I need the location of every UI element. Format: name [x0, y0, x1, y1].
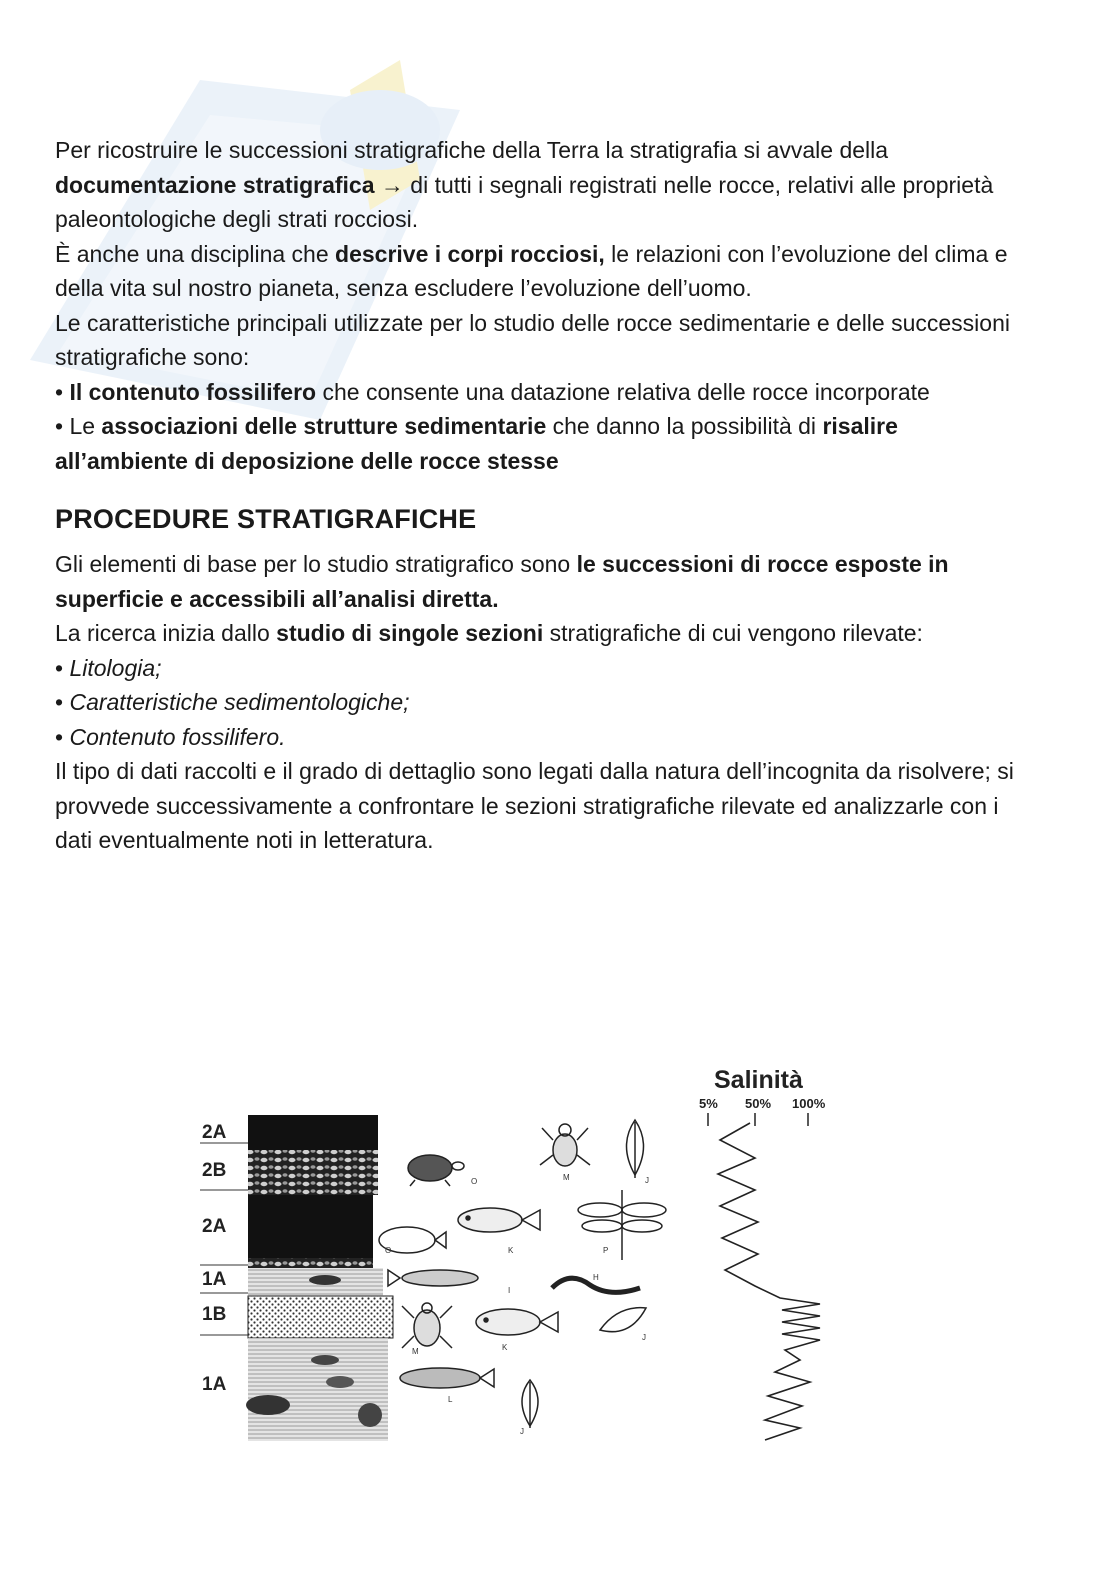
leaf-fossil	[627, 1120, 644, 1178]
fossil-letter: J	[645, 1176, 649, 1185]
turtle-fossil	[408, 1155, 464, 1186]
bullet-sedimentary-structures: • Le associazioni delle strutture sedimentarie che danno la possibilità di risalire all’ambiente di deposizione delle rocce stesse	[55, 413, 898, 474]
salinity-tick-label: 50%	[745, 1096, 772, 1111]
bullet-fossil-content: • Il contenuto fossilifero che consente una datazione relativa delle rocce incorporate	[55, 378, 930, 405]
fossil-letters	[385, 1173, 649, 1436]
fossil-drawings	[379, 1120, 666, 1428]
salinity-title: Salinità	[714, 1066, 803, 1094]
fossil-letter: J	[520, 1427, 524, 1436]
salinity-tick-label: 100%	[792, 1096, 826, 1111]
paragraph-basic-elements: Gli elementi di base per lo studio stratigrafico sono le successioni di rocce esposte in superficie e accessibili all’analisi diretta.	[55, 551, 949, 612]
salinity-tick-label: 5%	[699, 1096, 718, 1111]
layer-label: 2A	[202, 1216, 227, 1237]
fish-fossil	[476, 1309, 558, 1335]
paragraph-characteristics: Le caratteristiche principali utilizzate per lo studio delle rocce sedimentarie e delle successioni stratigrafiche sono:	[55, 309, 1010, 370]
stratigraphic-column	[246, 1115, 393, 1441]
salinity-graph	[699, 1066, 826, 1440]
list-item: • Contenuto fossilifero.	[55, 723, 286, 750]
fossil-letter: H	[593, 1273, 599, 1282]
document-body	[55, 133, 1035, 858]
fossil-letter: K	[508, 1246, 514, 1255]
fossil-letter: M	[563, 1173, 570, 1182]
fossil-letter: M	[412, 1347, 419, 1356]
fossil-letter: P	[603, 1246, 609, 1255]
fish-fossil	[388, 1270, 478, 1286]
insect-fossil	[540, 1124, 590, 1166]
paragraph-intro: Per ricostruire le successioni stratigrafiche della Terra la stratigrafia si avvale della documentazione stratigrafica → di tutti i segnali registrati nelle rocce, relativi alle proprietà paleontologiche degli strati rocciosi.	[55, 137, 994, 232]
water-insect-fossil	[402, 1303, 452, 1348]
layer-label: 1B	[202, 1304, 227, 1325]
leaf-fossil	[600, 1308, 646, 1332]
layer-labels	[202, 1122, 227, 1395]
fish-fossil	[400, 1368, 494, 1388]
layer-label: 2B	[202, 1160, 227, 1181]
fossil-letter: K	[502, 1343, 508, 1352]
fossil-letter: I	[508, 1286, 511, 1295]
stratigraphic-figure	[190, 1060, 850, 1460]
fish-fossil	[458, 1208, 540, 1232]
salinity-ticks	[708, 1113, 808, 1126]
layer-label: 2A	[202, 1122, 227, 1143]
fossil-letter: O	[471, 1177, 478, 1186]
fossil-letter: J	[642, 1333, 646, 1342]
layer-label: 1A	[202, 1269, 227, 1290]
paragraph-data-collection: Il tipo di dati raccolti e il grado di dettaglio sono legati dalla natura dell’incognita da risolvere; si provvede successivamente a confrontare le sezioni stratigrafiche rilevate ed analizzarle con i dati eventualmente noti in letteratura.	[55, 758, 1014, 853]
layer-label: 1A	[202, 1374, 227, 1395]
list-item: • Caratteristiche sedimentologiche;	[55, 689, 410, 715]
paragraph-research: La ricerca inizia dallo studio di singole sezioni stratigrafiche di cui vengono rilevate:	[55, 620, 923, 646]
paragraph-discipline: È anche una disciplina che descrive i corpi rocciosi, le relazioni con l’evoluzione del clima e della vita sul nostro pianeta, senza escludere l’evoluzione dell’uomo.	[55, 240, 1008, 301]
fossil-letter: L	[448, 1395, 453, 1404]
leaf-fossil	[522, 1380, 538, 1428]
dragonfly-fossil	[578, 1190, 666, 1260]
fossil-letter: O	[385, 1246, 392, 1255]
section-title: PROCEDURE STRATIGRAFICHE	[55, 504, 477, 534]
salinity-curve	[718, 1123, 820, 1440]
list-item: • Litologia;	[55, 654, 162, 681]
